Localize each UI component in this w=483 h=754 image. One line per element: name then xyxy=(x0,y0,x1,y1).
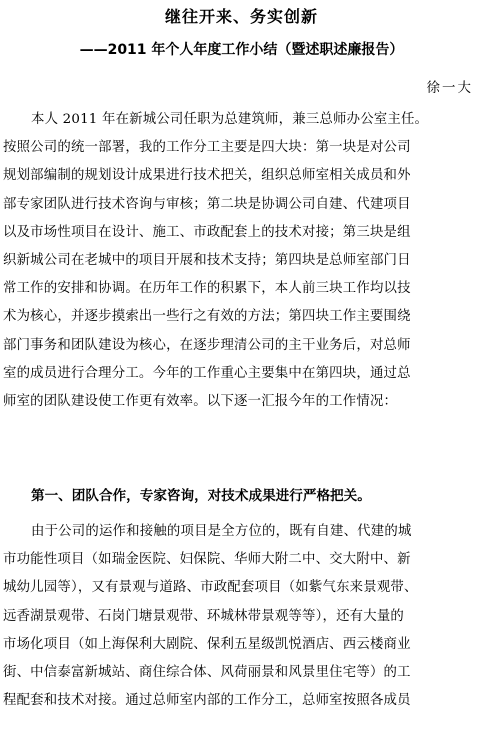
paragraph-line: 市功能性项目（如瑞金医院、妇保院、华师大附二中、交大附中、新 xyxy=(3,552,411,568)
paragraph-section1 xyxy=(3,518,475,715)
author-name: 徐一大 xyxy=(426,80,473,96)
paragraph-line: 以及市场性项目在设计、施工、市政配套上的技术对接；第三块是组 xyxy=(3,224,411,240)
paragraph-line: 由于公司的运作和接触的项目是全方位的，既有自建、代建的城 xyxy=(31,524,412,539)
document-subtitle: ——2011 年个人年度工作小结（暨述职述廉报告） xyxy=(79,42,404,58)
paragraph-line: 市场化项目（如上海保利大剧院、保利五星级凯悦酒店、西云楼商业 xyxy=(3,636,411,652)
paragraph-line: 远香湖景观带、石岗门塘景观带、环城林带景观等等），还有大量的 xyxy=(3,608,405,624)
paragraph-line: 常工作的安排和协调。在历年工作的积累下，本人前三块工作均以技 xyxy=(3,281,411,297)
paragraph-line: 本人 2011 年在新城公司任职为总建筑师，兼三总师办公室主任。 xyxy=(31,112,429,127)
paragraph-line: 织新城公司在老城中的项目开展和技术支持；第四块是总师室部门日 xyxy=(3,253,411,269)
document-title: 继往开来、务实创新 xyxy=(164,7,318,26)
paragraph-line: 规划部编制的规划设计成果进行技术把关，组织总师室相关成员和外 xyxy=(3,168,411,184)
paragraph-line: 按照公司的统一部署，我的工作分工主要是四大块：第一块是对公司 xyxy=(3,140,411,156)
paragraph-line: 术为核心，并逐步摸索出一些行之有效的方法；第四块工作主要围绕 xyxy=(3,309,411,325)
paragraph-line: 部专家团队进行技术咨询与审核；第二块是协调公司自建、代建项目 xyxy=(3,196,411,212)
paragraph-line: 城幼儿园等），又有景观与道路、市政配套项目（如紫气东来景观带、 xyxy=(3,580,418,596)
section-heading: 第一、团队合作，专家咨询，对技术成果进行严格把关。 xyxy=(31,488,371,504)
paragraph-line: 室的成员进行合理分工。今年的工作重心主要集中在第四块，通过总 xyxy=(3,365,411,381)
paragraph-line: 程配套和技术对接。通过总师室内部的工作分工，总师室按照各成员 xyxy=(3,693,411,709)
paragraph-line: 师室的团队建设使工作更有效率。以下逐一汇报今年的工作情况： xyxy=(3,394,398,410)
paragraph-line: 街、中信泰富新城站、商住综合体、风荷丽景和风景里住宅等）的工 xyxy=(3,665,411,681)
paragraph-line: 部门事务和团队建设为核心，在逐步理清公司的主干业务后，对总师 xyxy=(3,337,411,353)
paragraph-intro xyxy=(3,106,475,416)
